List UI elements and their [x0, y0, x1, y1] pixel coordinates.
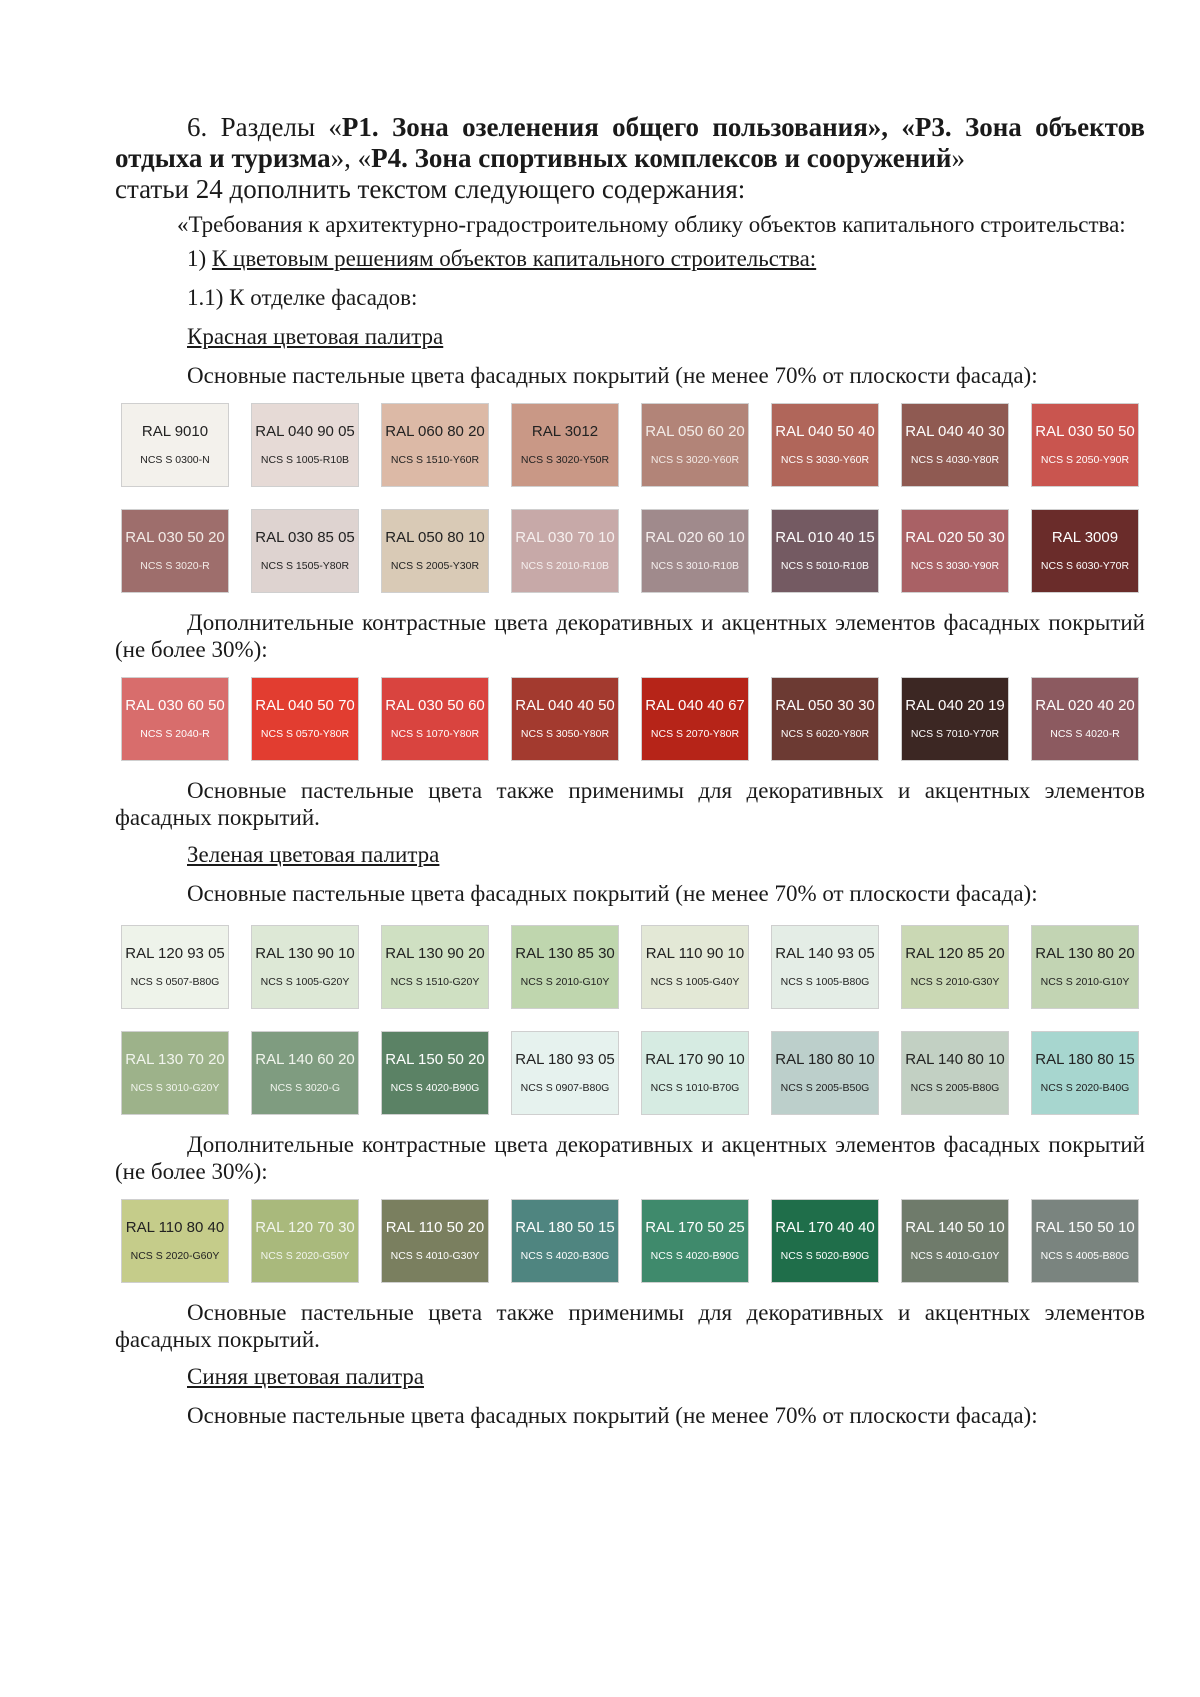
ral-code: RAL 130 70 20	[125, 1051, 225, 1068]
color-swatch	[1031, 403, 1139, 487]
color-swatch	[771, 509, 879, 593]
ral-code: RAL 030 70 10	[515, 529, 615, 546]
ral-code: RAL 030 60 50	[125, 697, 225, 714]
color-swatch	[641, 403, 749, 487]
green-main-swatches	[121, 925, 1145, 1115]
ncs-code: NCS S 2010-R10B	[520, 560, 610, 572]
color-swatch	[121, 1031, 229, 1115]
ncs-code: NCS S 3020-Y50R	[520, 454, 610, 466]
green-main-caption: Основные пастельные цвета фасадных покрытий (не менее 70% от плоскости фасада):	[187, 881, 1038, 906]
green-note: Основные пастельные цвета также применимы для декоративных и акцентных элементов фасадных покрытий.	[115, 1300, 1145, 1352]
color-swatch	[381, 1199, 489, 1283]
red-extra-swatches	[121, 677, 1145, 761]
color-swatch	[1031, 1031, 1139, 1115]
ncs-code: NCS S 2005-B80G	[910, 1082, 1000, 1094]
ral-code: RAL 3009	[1051, 529, 1119, 546]
ncs-code: NCS S 1510-Y60R	[390, 454, 480, 466]
ral-code: RAL 030 50 20	[125, 529, 225, 546]
ncs-code: NCS S 2010-G10Y	[520, 976, 610, 988]
ral-code: RAL 020 40 20	[1035, 697, 1135, 714]
requirements-paragraph: «Требования к архитектурно-градостроительному облику объектов капитального строительства:	[177, 212, 1126, 237]
color-swatch	[251, 1031, 359, 1115]
ncs-code: NCS S 2070-Y80R	[650, 728, 740, 740]
ncs-code: NCS S 6020-Y80R	[780, 728, 870, 740]
ncs-code: NCS S 2040-R	[140, 728, 210, 740]
color-swatch	[771, 925, 879, 1009]
ncs-code: NCS S 2020-G60Y	[130, 1250, 220, 1262]
ncs-code: NCS S 5020-B90G	[780, 1250, 870, 1262]
color-swatch	[381, 925, 489, 1009]
ral-code: RAL 060 80 20	[385, 423, 485, 440]
green-extra-caption: Дополнительные контрастные цвета декоративных и акцентных элементов фасадных покрытий (не более 30%):	[115, 1132, 1145, 1184]
ral-code: RAL 020 60 10	[645, 529, 745, 546]
color-swatch	[511, 1031, 619, 1115]
heading-bold-zones: Р1. Зона озеленения общего пользования», «Р3. Зона объектов отдыха и туризма	[115, 112, 1146, 173]
color-swatch	[511, 509, 619, 593]
color-swatch	[121, 1199, 229, 1283]
ncs-code: NCS S 4020-R	[1050, 728, 1120, 740]
color-swatch	[641, 1199, 749, 1283]
color-swatch	[1031, 925, 1139, 1009]
ncs-code: NCS S 4010-G30Y	[390, 1250, 480, 1262]
color-swatch	[381, 403, 489, 487]
ral-code: RAL 040 40 30	[905, 423, 1005, 440]
ncs-code: NCS S 3050-Y80R	[520, 728, 610, 740]
color-swatch	[251, 677, 359, 761]
item-1-text: К цветовым решениям объектов капитального строительства:	[211, 246, 817, 271]
color-swatch	[901, 403, 1009, 487]
color-swatch	[641, 1031, 749, 1115]
ral-code: RAL 170 40 40	[775, 1219, 875, 1236]
ncs-code: NCS S 7010-Y70R	[910, 728, 1000, 740]
color-swatch	[511, 1199, 619, 1283]
ncs-code: NCS S 0907-B80G	[520, 1082, 610, 1094]
ncs-code: NCS S 3010-G20Y	[130, 1082, 220, 1094]
blue-palette-title: Синяя цветовая палитра	[187, 1364, 424, 1389]
color-swatch	[901, 509, 1009, 593]
ncs-code: NCS S 5010-R10B	[780, 560, 870, 572]
ncs-code: NCS S 1005-R10B	[260, 454, 350, 466]
color-swatch	[381, 1031, 489, 1115]
color-swatch	[121, 509, 229, 593]
ncs-code: NCS S 3030-Y60R	[780, 454, 870, 466]
ral-code: RAL 120 85 20	[905, 945, 1005, 962]
ral-code: RAL 050 80 10	[385, 529, 485, 546]
ral-code: RAL 120 70 30	[255, 1219, 355, 1236]
color-swatch	[641, 509, 749, 593]
ncs-code: NCS S 2020-G50Y	[260, 1250, 350, 1262]
ncs-code: NCS S 1005-G40Y	[650, 976, 740, 988]
ncs-code: NCS S 4020-B90G	[650, 1250, 740, 1262]
ral-code: RAL 150 50 20	[385, 1051, 485, 1068]
ncs-code: NCS S 1005-B80G	[780, 976, 870, 988]
ral-code: RAL 130 85 30	[515, 945, 615, 962]
ral-code: RAL 010 40 15	[775, 529, 875, 546]
ncs-code: NCS S 2005-Y30R	[390, 560, 480, 572]
color-swatch	[251, 1199, 359, 1283]
ral-code: RAL 140 80 10	[905, 1051, 1005, 1068]
color-swatch	[121, 925, 229, 1009]
ncs-code: NCS S 4020-B90G	[390, 1082, 480, 1094]
ral-code: RAL 040 40 50	[515, 697, 615, 714]
ncs-code: NCS S 1005-G20Y	[260, 976, 350, 988]
ral-code: RAL 120 93 05	[125, 945, 225, 962]
ral-code: RAL 9010	[141, 423, 209, 440]
ral-code: RAL 110 90 10	[645, 945, 745, 962]
color-swatch	[1031, 1199, 1139, 1283]
ncs-code: NCS S 0507-B80G	[130, 976, 220, 988]
ral-code: RAL 040 20 19	[905, 697, 1005, 714]
ncs-code: NCS S 2010-G10Y	[1040, 976, 1130, 988]
ncs-code: NCS S 3020-Y60R	[650, 454, 740, 466]
color-swatch	[1031, 677, 1139, 761]
ral-code: RAL 180 50 15	[515, 1219, 615, 1236]
ral-code: RAL 040 50 70	[255, 697, 355, 714]
heading-line2: статьи 24 дополнить текстом следующего содержания:	[115, 174, 746, 204]
color-swatch	[901, 1199, 1009, 1283]
color-swatch	[771, 1199, 879, 1283]
ral-code: RAL 150 50 10	[1035, 1219, 1135, 1236]
color-swatch	[121, 403, 229, 487]
ncs-code: NCS S 6030-Y70R	[1040, 560, 1130, 572]
color-swatch	[511, 403, 619, 487]
color-swatch	[381, 677, 489, 761]
ral-code: RAL 180 80 15	[1035, 1051, 1135, 1068]
blue-main-caption: Основные пастельные цвета фасадных покрытий (не менее 70% от плоскости фасада):	[187, 1403, 1038, 1428]
ncs-code: NCS S 1070-Y80R	[390, 728, 480, 740]
ral-code: RAL 3012	[531, 423, 599, 440]
red-main-caption: Основные пастельные цвета фасадных покрытий (не менее 70% от плоскости фасада):	[187, 363, 1038, 388]
ncs-code: NCS S 2050-Y90R	[1040, 454, 1130, 466]
color-swatch	[251, 925, 359, 1009]
color-swatch	[1031, 509, 1139, 593]
ral-code: RAL 050 30 30	[775, 697, 875, 714]
ncs-code: NCS S 1010-B70G	[650, 1082, 740, 1094]
green-palette-title: Зеленая цветовая палитра	[187, 842, 440, 867]
ral-code: RAL 130 80 20	[1035, 945, 1135, 962]
ncs-code: NCS S 4010-G10Y	[910, 1250, 1000, 1262]
ral-code: RAL 140 93 05	[775, 945, 875, 962]
ral-code: RAL 130 90 20	[385, 945, 485, 962]
ncs-code: NCS S 0570-Y80R	[260, 728, 350, 740]
color-swatch	[641, 677, 749, 761]
heading-text: »	[951, 143, 965, 173]
ncs-code: NCS S 3030-Y90R	[910, 560, 1000, 572]
ncs-code: NCS S 1505-Y80R	[260, 560, 350, 572]
red-extra-caption: Дополнительные контрастные цвета декоративных и акцентных элементов фасадных покрытий (не более 30%):	[115, 610, 1145, 662]
color-swatch	[771, 677, 879, 761]
ncs-code: NCS S 0300-N	[140, 454, 210, 466]
document-page	[115, 112, 1145, 1429]
ncs-code: NCS S 4020-B30G	[520, 1250, 610, 1262]
ral-code: RAL 030 50 50	[1035, 423, 1135, 440]
color-swatch	[251, 509, 359, 593]
color-swatch	[121, 677, 229, 761]
ncs-code: NCS S 3020-R	[140, 560, 210, 572]
color-swatch	[511, 677, 619, 761]
heading-bold-zone: Р4. Зона спортивных комплексов и сооружений	[371, 143, 952, 173]
ncs-code: NCS S 2020-B40G	[1040, 1082, 1130, 1094]
color-swatch	[901, 1031, 1009, 1115]
red-main-swatches	[121, 403, 1145, 593]
red-note: Основные пастельные цвета также применимы для декоративных и акцентных элементов фасадных покрытий.	[115, 778, 1145, 830]
ncs-code: NCS S 3010-R10B	[650, 560, 740, 572]
item-1-number: 1)	[187, 246, 212, 271]
ncs-code: NCS S 1510-G20Y	[390, 976, 480, 988]
heading-text: 6. Разделы «	[187, 112, 342, 142]
ral-code: RAL 040 50 40	[775, 423, 875, 440]
color-swatch	[511, 925, 619, 1009]
heading-text: », «	[330, 143, 372, 173]
ncs-code: NCS S 2005-B50G	[780, 1082, 870, 1094]
color-swatch	[771, 1031, 879, 1115]
color-swatch	[381, 509, 489, 593]
ncs-code: NCS S 4030-Y80R	[910, 454, 1000, 466]
ral-code: RAL 140 60 20	[255, 1051, 355, 1068]
ral-code: RAL 050 60 20	[645, 423, 745, 440]
item-1-1: 1.1) К отделке фасадов:	[187, 285, 418, 310]
ral-code: RAL 140 50 10	[905, 1219, 1005, 1236]
ral-code: RAL 030 85 05	[255, 529, 355, 546]
ral-code: RAL 040 40 67	[645, 697, 745, 714]
ral-code: RAL 030 50 60	[385, 697, 485, 714]
ral-code: RAL 170 90 10	[645, 1051, 745, 1068]
ral-code: RAL 180 93 05	[515, 1051, 615, 1068]
section-heading	[115, 112, 1145, 174]
ral-code: RAL 170 50 25	[645, 1219, 745, 1236]
ral-code: RAL 110 80 40	[125, 1219, 225, 1236]
red-palette-title: Красная цветовая палитра	[187, 324, 444, 349]
ral-code: RAL 130 90 10	[255, 945, 355, 962]
ral-code: RAL 040 90 05	[255, 423, 355, 440]
color-swatch	[901, 925, 1009, 1009]
item-1	[187, 245, 1145, 272]
ral-code: RAL 020 50 30	[905, 529, 1005, 546]
color-swatch	[771, 403, 879, 487]
ncs-code: NCS S 2010-G30Y	[910, 976, 1000, 988]
color-swatch	[901, 677, 1009, 761]
ral-code: RAL 180 80 10	[775, 1051, 875, 1068]
ncs-code: NCS S 4005-B80G	[1040, 1250, 1130, 1262]
ncs-code: NCS S 3020-G	[269, 1082, 341, 1094]
ral-code: RAL 110 50 20	[385, 1219, 485, 1236]
green-extra-swatches	[121, 1199, 1145, 1283]
color-swatch	[641, 925, 749, 1009]
color-swatch	[251, 403, 359, 487]
